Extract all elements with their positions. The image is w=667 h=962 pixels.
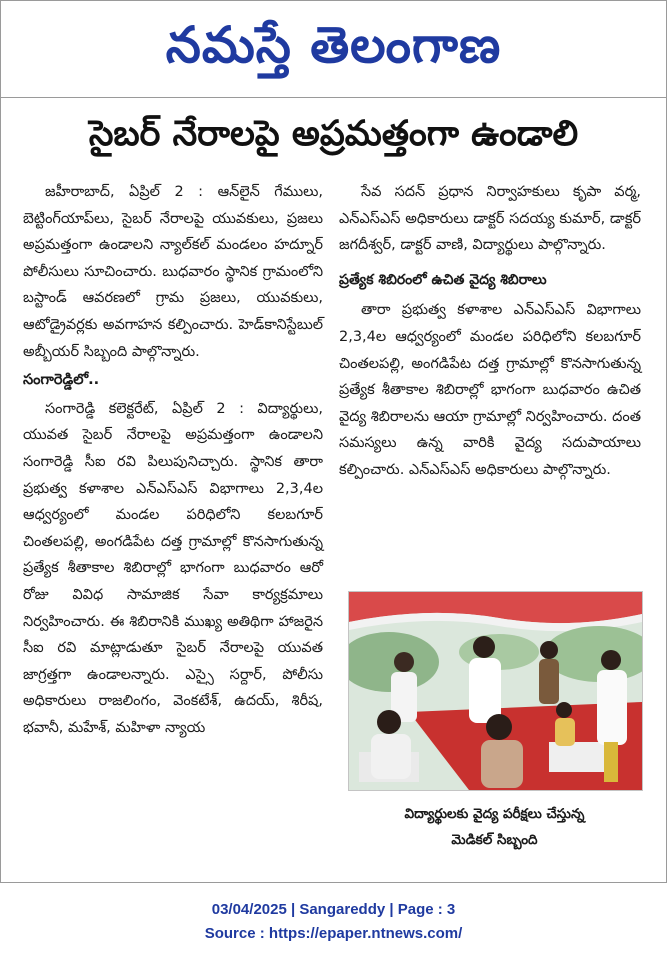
article-paragraph: తారా ప్రభుత్వ కళాశాల ఎన్ఎస్ఎస్ విభాగాలు 2,3,4ల ఆధ్వర్యంలో మండల పరిధిలోని కలబగూర్ చింతలపల్లి, అంగడిపేట దత్త గ్రామాల్లో కొనసాగుతున్న ప్రత్యేక శీతాకాల శిబిరాల్లో భాగంగా బుధవారం ఉచిత వైద్య శిబిరాలను ఆయా గ్రామాల్లో నిర్వహించారు. దంత సమస్యలు ఉన్న వారికి వైద్య సదుపాయాలు కల్పించారు. ఎన్ఎస్ఎస్ అధికారులు పాల్గొన్నారు. bbox=[339, 302, 641, 478]
article-paragraph: జహీరాబాద్, ఏప్రిల్ 2 : ఆన్‌లైన్ గేములు, బెట్టింగ్‌యాప్‌లు, సైబర్ నేరాలపై యువకులు, ప్రజలు అప్రమత్తంగా ఉండాలని న్యాల్‌కల్ మండలం హద్నూర్ పోలీసులు సూచించారు. బుధవారం స్థానిక గ్రామంలోని బస్టాండ్ ఆవరణలో గ్రామ ప్రజలు, యువకులు, ఆటోడ్రైవర్లకు అవగాహన కల్పించారు. హెడ్‌కానిస్టేబుల్ అబ్బీయర్ సిబ్బంది పాల్గొన్నారు. bbox=[23, 184, 323, 360]
article-subheading: సంగారెడ్డిలో.. bbox=[23, 372, 100, 389]
article-headline: సైబర్ నేరాలపై అప్రమత్తంగా ఉండాలి bbox=[88, 114, 579, 154]
article-column-right bbox=[339, 179, 641, 484]
masthead-divider bbox=[1, 97, 666, 98]
edition-info: 03/04/2025 | Sangareddy | Page : 3 bbox=[211, 901, 456, 918]
article-subheading: ప్రత్యేక శిబిరంలో ఉచిత వైద్య శిబిరాలు bbox=[339, 271, 547, 288]
medical-camp-photo bbox=[348, 591, 643, 791]
newspaper-masthead-logo: నమస్తే తెలంగాణ bbox=[165, 15, 502, 74]
page-footer bbox=[0, 898, 667, 946]
article-column-left bbox=[23, 179, 323, 741]
source-link[interactable]: Source : https://epaper.ntnews.com/ bbox=[204, 925, 463, 942]
photo-caption bbox=[348, 801, 641, 853]
article-paragraph: సేవ సదన్ ప్రధాన నిర్వాహకులు కృపా వర్మ, ఎన్ఎస్ఎస్ అధికారులు డాక్టర్ సదయ్య కుమార్, డాక్టర్ జగదీశ్వర్, డాక్టర్ వాణి, విద్యార్థులు పాల్గొన్నారు. bbox=[339, 184, 641, 254]
article-paragraph: సంగారెడ్డి కలెక్టరేట్, ఏప్రిల్ 2 : విద్యార్థులు, యువత సైబర్ నేరాలపై అప్రమత్తంగా ఉండాలని సంగారెడ్డి సీఐ రవి పిలుపునిచ్చారు. స్థానిక తారా ప్రభుత్వ కళాశాల ఎన్ఎస్ఎస్ విభాగాలు 2,3,4ల ఆధ్వర్యంలో మండల పరిధిలోని కలబగూర్ చింతలపల్లి, అంగడిపేట దత్త గ్రామాల్లో కొనసాగుతున్న ప్రత్యేక శీతాకాల శిబిరాల్లో భాగంగా బుధవారం ఆరో రోజు వివిధ సామాజిక సేవా కార్యక్రమాలు నిర్వహించారు. ఈ శిబిరానికి ముఖ్య అతిథిగా హాజరైన సీఐ రవి మాట్లాడుతూ సైబర్ నేరాలపై యువత జాగ్రత్తగా ఉండాలన్నారు. ఎస్సై సర్దార్, పోలీసు అధికారులు రాజలింగం, వెంకటేశ్, ఉదయ్, శిరీష, భవానీ, మహేశ్, మహిళా న్యాయ bbox=[23, 400, 323, 736]
photo-caption-line: విద్యార్థులకు వైద్య పరీక్షలు చేస్తున్న bbox=[404, 806, 585, 822]
photo-caption-line: మెడికల్ సిబ్బంది bbox=[451, 832, 538, 848]
